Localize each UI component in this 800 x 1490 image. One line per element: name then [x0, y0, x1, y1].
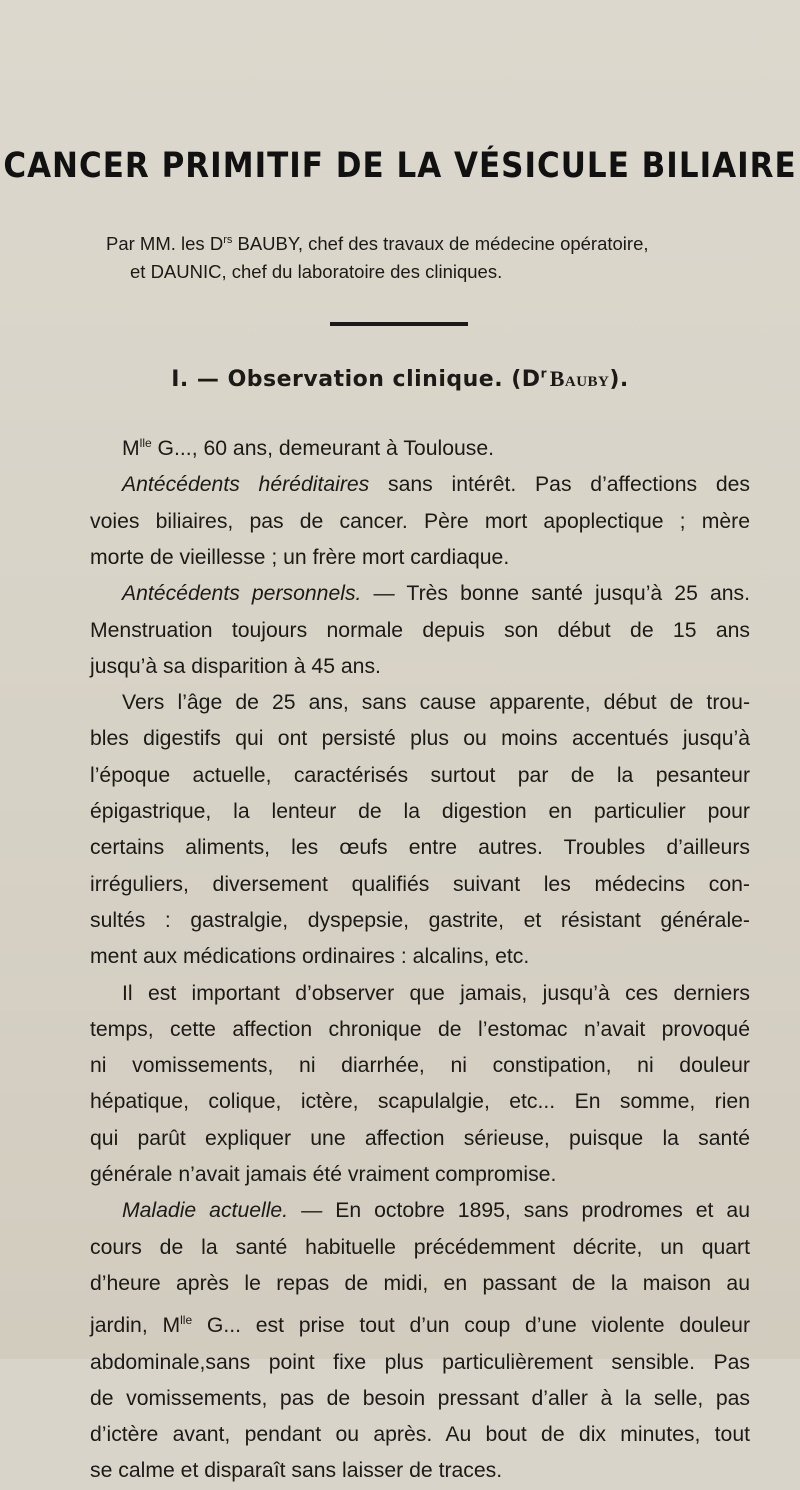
article-title: CANCER PRIMITIF DE LA VÉSICULE BILIAIRE	[3, 145, 797, 187]
body-line	[90, 903, 750, 939]
body-line	[90, 1230, 750, 1266]
authors-line1-prefix: Par MM. les D	[106, 233, 224, 255]
body-line-sup: lle	[180, 1313, 193, 1328]
authors-line1-sup: rs	[223, 234, 233, 246]
authors-line1-suffix: BAUBY, chef des travaux de médecine opératoire,	[232, 233, 649, 255]
section-heading-author: Bauby	[549, 366, 610, 391]
body-line-text: qui parût expliquer une affection sérieuse, puisque la santé	[90, 1126, 750, 1150]
body-line-text: G..., 60 ans, demeurant à Toulouse.	[151, 437, 495, 461]
body-text	[90, 425, 750, 1490]
body-line-text: sultés : gastralgie, dyspepsie, gastrite, et résistant générale-	[90, 908, 750, 932]
body-line-text: voies biliaires, pas de cancer. Père mort apoplectique ; mère	[90, 509, 750, 533]
body-line-text: abdominale,sans point fixe plus particulièrement sensible. Pas	[90, 1350, 750, 1374]
body-line	[90, 758, 750, 794]
body-line	[90, 794, 750, 830]
body-line-text: cours de la santé habituelle précédemment décrite, un quart	[90, 1235, 750, 1259]
body-line	[90, 540, 750, 576]
body-line	[90, 685, 750, 721]
separator-rule	[330, 322, 468, 326]
body-line-text: G... est prise tout d’un coup d’une violente douleur	[192, 1314, 751, 1338]
body-line-text: épigastrique, la lenteur de la digestion en particulier pour	[90, 800, 750, 824]
body-line	[90, 1453, 750, 1489]
section-heading-suffix: ).	[609, 367, 629, 392]
body-line	[90, 1266, 750, 1302]
body-line-text: Menstruation toujours normale depuis son début de 15 ans	[90, 618, 750, 642]
body-line-text: d’ictère avant, pendant ou après. Au bout de dix minutes, tout	[90, 1423, 750, 1447]
body-line	[90, 1381, 750, 1417]
body-line	[90, 467, 750, 503]
body-line-text: bles digestifs qui ont persisté plus ou moins accentués jusqu’à	[90, 727, 750, 751]
body-line-text: irréguliers, diversement qualifiés suivant les médecins con-	[90, 872, 750, 896]
body-line-prefix: M	[122, 437, 140, 461]
body-line-text: — Très bonne santé jusqu’à 25 ans.	[361, 582, 751, 606]
body-line-text: — En octobre 1895, sans prodromes et au	[288, 1199, 750, 1223]
body-line	[90, 576, 750, 612]
body-line	[90, 939, 750, 975]
body-line	[90, 1121, 750, 1157]
authors-line2: et DAUNIC, chef du laboratoire des cliniques.	[130, 261, 503, 283]
authors-byline	[106, 226, 746, 286]
body-line	[90, 867, 750, 903]
body-line	[90, 504, 750, 540]
body-line-text: sans intérêt. Pas d’affections des	[369, 473, 750, 497]
body-line	[90, 1417, 750, 1453]
body-line	[90, 1012, 750, 1048]
body-line	[90, 830, 750, 866]
body-line-text: ment aux médications ordinaires : alcalins, etc.	[90, 945, 530, 969]
body-line	[90, 1302, 750, 1344]
body-line-sup: lle	[139, 436, 152, 450]
body-line	[90, 976, 750, 1012]
body-line-text: l’époque actuelle, caractérisés surtout par de la pesanteur	[90, 763, 750, 787]
body-line	[90, 1157, 750, 1193]
body-line-italic: Maladie actuelle.	[122, 1199, 289, 1223]
body-line-text: hépatique, colique, ictère, scapulalgie, etc... En somme, rien	[90, 1090, 750, 1114]
body-line-text: jusqu’à sa disparition à 45 ans.	[90, 654, 381, 678]
body-line	[90, 613, 750, 649]
body-line	[90, 649, 750, 685]
body-line-italic: Antécédents héréditaires	[122, 473, 370, 497]
body-line	[90, 425, 750, 467]
body-line	[90, 1193, 750, 1229]
section-heading-prefix: I. — Observation clinique. (D	[171, 367, 541, 392]
body-line-text: d’heure après le repas de midi, en passant de la maison au	[90, 1271, 750, 1295]
body-line-text: générale n’avait jamais été vraiment compromise.	[90, 1163, 557, 1186]
body-line-text: ni vomissements, ni diarrhée, ni constipation, ni douleur	[90, 1054, 750, 1078]
body-line-text: Il est important d’observer que jamais, jusqu’à ces derniers	[122, 981, 750, 1005]
body-line	[90, 1084, 750, 1120]
body-line	[90, 1345, 750, 1381]
body-line-text: morte de vieillesse ; un frère mort cardiaque.	[90, 545, 510, 569]
section-heading-sup: r	[540, 366, 547, 381]
body-line-text: Vers l’âge de 25 ans, sans cause apparente, début de trou-	[122, 691, 750, 715]
body-line-italic: Antécédents personnels.	[122, 582, 362, 606]
body-line-text: se calme et disparaît sans laisser de traces.	[90, 1459, 503, 1483]
body-line-text: certains aliments, les œufs entre autres. Troubles d’ailleurs	[90, 836, 750, 860]
body-line-prefix: jardin, M	[90, 1314, 181, 1338]
section-heading	[0, 366, 800, 392]
body-line-text: temps, cette affection chronique de l’estomac n’avait provoqué	[90, 1017, 750, 1041]
body-line	[90, 721, 750, 757]
body-line-text: de vomissements, pas de besoin pressant d’aller à la selle, pas	[90, 1386, 750, 1410]
body-line	[90, 1048, 750, 1084]
